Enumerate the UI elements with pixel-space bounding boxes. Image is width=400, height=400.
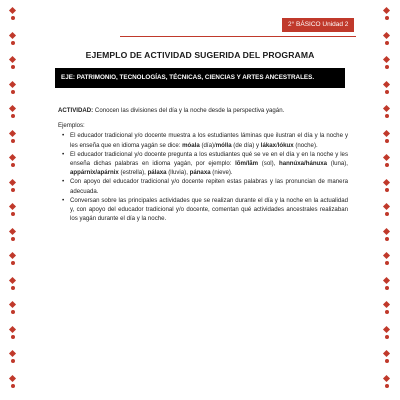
diamond-dot-icon — [383, 351, 391, 363]
bullet-icon: • — [62, 196, 65, 204]
example-text: El educador tradicional y/o docente pregunta a los estudiantes qué se ve en el día y en la noche y les enseña dichas palabras en idioma yagán, por ejemplo: — [70, 150, 348, 168]
diamond-dot-icon — [383, 376, 391, 388]
example-text: (lluvia), — [166, 169, 190, 177]
diamond-dot-icon — [9, 131, 17, 143]
diamond-dot-icon — [9, 302, 17, 314]
grade-unit-badge: 2° BÁSICO Unidad 2 — [282, 18, 354, 32]
diamond-dot-icon — [9, 229, 17, 241]
diamond-dot-icon — [383, 82, 391, 94]
diamond-dot-icon — [9, 204, 17, 216]
page-title: EJEMPLO DE ACTIVIDAD SUGERIDA DEL PROGRAMA — [85, 50, 315, 60]
diamond-dot-icon — [383, 155, 391, 167]
yagan-word: pánaxa — [189, 169, 211, 177]
example-text: Con apoyo del educador tradicional y/o docente repiten estas palabras y las pronuncian de manera adecuada. — [70, 178, 348, 195]
diamond-dot-icon — [383, 253, 391, 265]
yagan-word: lákax — [260, 141, 276, 149]
example-text: (nieve). — [210, 169, 233, 177]
example-text: (día)/ — [199, 141, 216, 149]
bullet-icon: • — [62, 150, 65, 158]
diamond-dot-icon — [9, 278, 17, 290]
yagan-word: móala — [182, 141, 200, 149]
list-item — [62, 177, 348, 195]
diamond-dot-icon — [383, 180, 391, 192]
diamond-dot-icon — [9, 327, 17, 339]
diamond-dot-icon — [9, 82, 17, 94]
diamond-dot-icon — [383, 131, 391, 143]
eje-banner: EJE: PATRIMONIO, TECNOLOGÍAS, TÉCNICAS, CIENCIAS Y ARTES ANCESTRALES. — [55, 68, 345, 88]
diamond-dot-icon — [9, 376, 17, 388]
example-text: / — [276, 141, 278, 149]
diamond-dot-icon — [383, 229, 391, 241]
diamond-dot-icon — [9, 33, 17, 45]
yagan-word: lõm/lãm — [235, 160, 259, 168]
example-text: Conversan sobre las principales actividades que se realizan durante el día y la noche en la actualidad y, con apoyo del educador tradicional y/o docente, comentan qué actividades ancestrales realizaban los yagán durante el día y la noche. — [70, 196, 348, 223]
yagan-word: hannúxa/hánuxa — [278, 160, 328, 168]
examples-label: Ejemplos: — [58, 122, 85, 130]
bullet-icon: • — [62, 178, 65, 186]
examples-list — [58, 131, 348, 223]
diamond-dot-icon — [9, 253, 17, 265]
diamond-dot-icon — [383, 8, 391, 20]
list-item — [62, 196, 348, 224]
yagan-word: pálaxa — [147, 169, 167, 177]
diamond-dot-icon — [383, 302, 391, 314]
diamond-dot-icon — [9, 8, 17, 20]
example-text: (sol), — [258, 160, 279, 168]
list-item — [62, 131, 348, 149]
header-divider-line — [120, 36, 356, 37]
diamond-dot-icon — [383, 33, 391, 45]
example-text: (noche). — [293, 141, 318, 149]
example-text: El educador tradicional y/o docente muestra a los estudiantes láminas que ilustran el día y la noche y les enseña que en idioma yagán se dice: — [70, 132, 348, 149]
diamond-dot-icon — [9, 106, 17, 118]
diamond-dot-icon — [383, 278, 391, 290]
activity-paragraph — [58, 106, 348, 115]
diamond-dot-icon — [9, 155, 17, 167]
list-item — [62, 150, 348, 178]
yagan-word: appárnix/apárnix — [70, 169, 119, 177]
diamond-dot-icon — [9, 180, 17, 192]
example-text: (estrella), — [118, 169, 148, 177]
bullet-icon: • — [62, 132, 65, 140]
activity-text: Conocen las divisiones del día y la noche desde la perspectiva yagán. — [93, 107, 285, 114]
left-decorative-border — [6, 0, 20, 400]
yagan-word: mólla — [215, 141, 232, 149]
right-decorative-border — [380, 0, 394, 400]
diamond-dot-icon — [383, 204, 391, 216]
activity-label: ACTIVIDAD: — [58, 107, 94, 114]
diamond-dot-icon — [383, 106, 391, 118]
diamond-dot-icon — [383, 327, 391, 339]
yagan-word: lókux — [277, 141, 294, 149]
example-text: (de día) y — [231, 141, 261, 149]
activity-content — [58, 106, 348, 223]
example-text: (luna), — [327, 160, 348, 168]
diamond-dot-icon — [9, 351, 17, 363]
